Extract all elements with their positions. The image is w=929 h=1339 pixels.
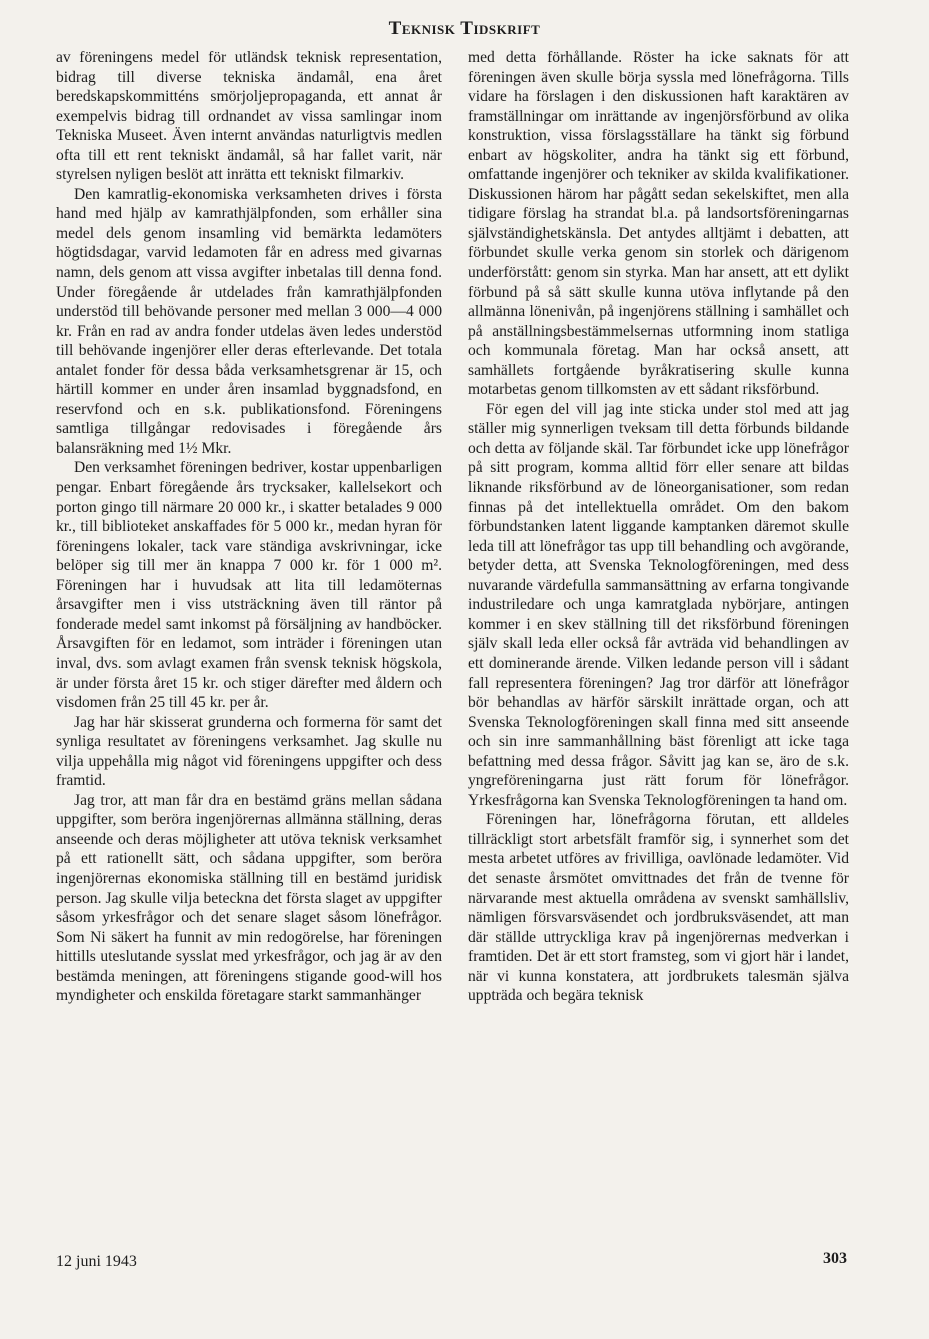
paragraph: Den kamratlig-ekonomiska verksamheten drives i första hand med hjälp av kamrathjälpfonden, som erhåller sina medel dels genom insamling vid bemärkta ledamöters högtidsdagar, varvid ledamoten får en adress med givarnas namn, dels genom att vissa avgifter inbetalas till denna fond. Under föregående år utdelades från kamrathjälpfonden understöd till behövande personer med mellan 3 000—4 000 kr. Från en rad av andra fonder utdelas även ledes understöd till behövande ingenjörer eller deras efterlevande. Det totala antalet fonder för dessa båda verksamhetsgrenar är 15, och härtill kommer en under åren insamlad byggnadsfond, en reservfond och en s.k. publikationsfond. Föreningens samtliga tillgångar redovisades i föregående års balansräkning med 1½ Mkr. — [56, 185, 442, 457]
paragraph: För egen del vill jag inte sticka under stol med att jag ställer mig synnerligen tveksam till detta förbunds bildande och detta av följande skäl. Tar förbundet icke upp lönefrågor på sitt program, komma alltid förr eller senare att bildas liknande riksförbund av de löneorganisationer, som redan finnas på det intellektuella området. Om den bakom förbundstanken latent liggande kamptanken däremot skulle leda till att lönefrågor tas upp till behandling och avgörande, betyder detta, att Svenska Teknologföreningen, med dess nuvarande värdefulla sammansättning av erfarna tongivande industriledare och unga kamratglada nybörjare, antingen kommer i en skev ställning till det riksförbund föreningen själv skall leda eller också får avträda vid behandlingen av ett dominerande ärende. Vilken ledande person vill i sådant fall representera föreningen? Jag tror därför att lönefrågor bör behandlas av härför särskilt inrättade organ, och att Svenska Teknologföreningen skall finna med sitt anseende och sin inre sammanhållning bäst förenligt att icke taga befattning med dessa frågor. Såvitt jag kan se, äro de s.k. yngreföreningarna just rätt forum för lönefrågor. Yrkesfrågorna kan Svenska Teknologföreningen ta hand om. — [468, 400, 849, 809]
paragraph: Den verksamhet föreningen bedriver, kostar uppenbarligen pengar. Enbart föregående års trycksaker, kallelsekort och porton gingo till närmare 20 000 kr., i skatter betalades 9 000 kr., till biblioteket anskaffades för 5 000 kr., medan hyran för föreningens lokaler, tack vare ständiga avskrivningar, icke belöper sig till mer än knappa 7 000 kr. för 1 000 m². Föreningen har i huvudsak att lita till ledamöternas årsavgifter men i viss utsträckning även till räntor på fonderade medel samt inkomst på försäljning av handböcker. Årsavgiften för en ledamot, som inträder i föreningen utan inval, dvs. som avlagt examen från svensk teknisk högskola, är under första året 15 kr. och stiger därefter med åldern och visdomen från 25 till 45 kr. per år. — [56, 459, 442, 712]
masthead: Teknisk Tidskrift — [388, 18, 541, 39]
paragraph: Jag tror, att man får dra en bestämd gräns mellan sådana uppgifter, som beröra ingenjörernas allmänna ställning, deras anseende och deras möjligheter att utöva teknisk verksamhet på ett rationellt sätt, och sådana uppgifter, som beröra ingenjörernas ekonomiska ställning till en bestämd juridisk person. Jag skulle vilja beteckna det första slaget av uppgifter såsom yrkesfrågor och det senare slaget såsom lönefrågor. Som Ni säkert ha funnit av min redogörelse, har föreningen hittills uteslutande sysslat med yrkesfrågor, och jag är av den bestämda meningen, att föreningens stigande good-will hos myndigheter och enskilda företagare starkt sammanhänger — [56, 791, 442, 1005]
paragraph: med detta förhållande. Röster ha icke saknats för att föreningen även skulle börja syssla med lönefrågorna. Tills vidare ha förslagen i den diskussionen haft karaktären av framställningar om inrättande av ingenjörsförbund av olika konstruktion, vissa förslagsställare ha tänkt sig förbund enbart av högskoliter, andra ha tänkt sig ett förbund, omfattande ingenjörer och tekniker av skilda kvalifikationer. Diskussionen härom har pågått sedan sekelskiftet, men alla tidigare förslag ha strandat bl.a. på landsortsföreningarnas självständighetskänsla. Det antydes alltjämt i debatten, att förbundet skulle verka genom sin storlek och därigenom underförstått: genom sin styrka. Man har ansett, att ett dylikt förbund på så sätt skulle kunna utöva inflytande på den allmänna lönenivån, på ingenjörens ställning i samhället och på anställningsbestämmelsernas utformning inom statliga och kommunala företag. Man har också ansett, att samhällets fortgående byråkratisering skulle kunna motarbetas genom tillkomsten av ett sådant riksförbund. — [468, 49, 849, 399]
paragraph: Föreningen har, lönefrågorna förutan, ett alldeles tillräckligt stort arbetsfält framför sig, i synnerhet som det mesta arbetet utföres av frivilliga, oavlönade ledamöter. Vid det senaste årsmötet omvittnades det från de tvenne för närvarande mest aktuella områdena av svenskt samhällsliv, nämligen försvarsväsendet och jordbruksväsendet, att man där ställde uttryckliga krav på ingenjörernas medverkan i framtiden. Det är ett stort framsteg, som vi gjort här i landet, när vi kunna konstatera, att jordbrukets talesmän själva uppträda och begära teknisk — [468, 811, 849, 1005]
left-column — [56, 48, 442, 1006]
issue-date: 12 juni 1943 — [56, 1253, 137, 1270]
right-column — [468, 48, 849, 1006]
page-number: 303 — [823, 1250, 847, 1267]
paragraph: Jag har här skisserat grunderna och formerna för samt det synliga resultatet av föreningens verksamhet. Jag skulle nu vilja uppehålla mig något vid föreningens uppgifter och dess framtid. — [56, 713, 442, 790]
paragraph: av föreningens medel för utländsk teknisk representation, bidrag till diverse tekniska ändamål, ena året beredskapskommitténs smörjoljepropaganda, ett annat år exempelvis bidrag till ordnandet av vissa samlingar inom Tekniska Museet. Även internt användas naturligtvis medlen ofta till ett rent tekniskt ändamål, så har fallet varit, när styrelsen nyligen beslöt att inrätta ett tekniskt filmarkiv. — [56, 49, 442, 184]
